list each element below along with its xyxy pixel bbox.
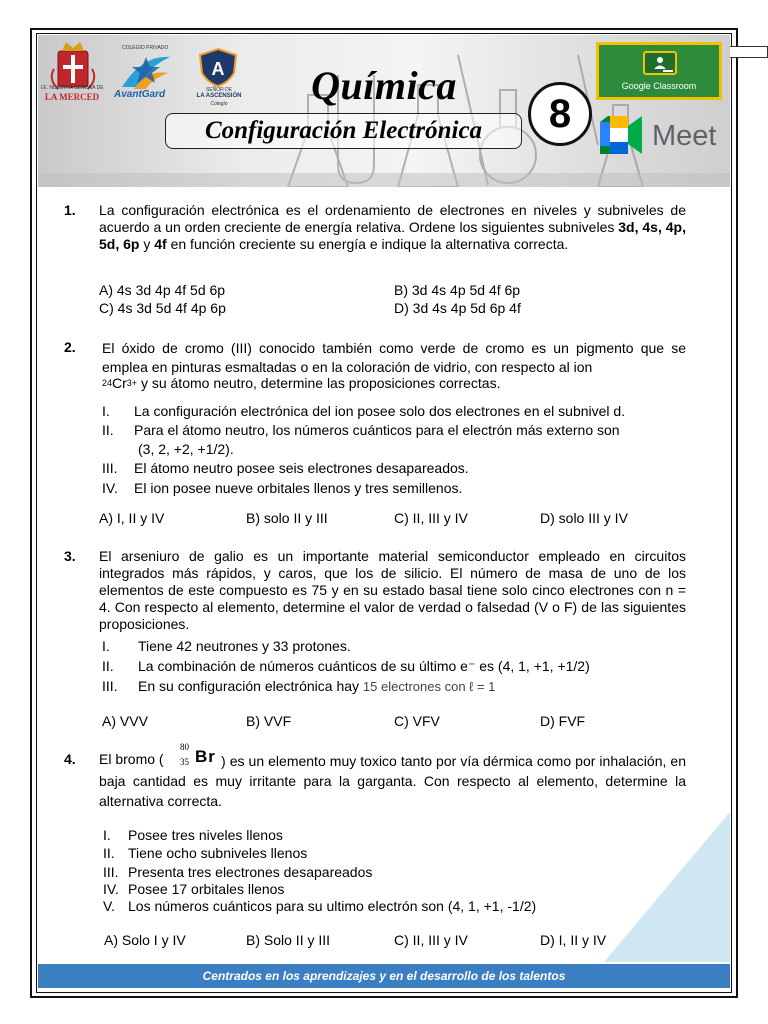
logo1-name: LA MERCED <box>44 92 100 102</box>
google-classroom-badge[interactable] <box>596 42 722 100</box>
q3-prop-2: La combinación de números cuánticos de su último e⁻ es (4, 1, +1, +1/2) <box>138 658 590 674</box>
q4-lead: El bromo ( <box>99 751 164 767</box>
q1-option-b[interactable]: B) 3d 4s 4p 5d 4f 6p <box>394 282 521 298</box>
q3-option-c[interactable]: C) VFV <box>394 713 440 729</box>
q4-prop-3-num: III. <box>103 864 119 880</box>
q2-option-c[interactable]: C) II, III y IV <box>394 510 468 526</box>
q3-option-a[interactable]: A) VVV <box>102 713 148 729</box>
page-subtitle: Configuración Electrónica <box>165 113 522 149</box>
q4-prop-2-num: II. <box>103 845 115 861</box>
footer-banner: Centrados en los aprendizajes y en el desarrollo de los talentos <box>38 964 730 988</box>
logo3-line1: SEÑOR DE <box>205 87 233 93</box>
q4-prop-3: Presenta tres electrones desapareados <box>128 864 373 880</box>
q1-option-c[interactable]: C) 4s 3d 5d 4f 4p 6p <box>99 300 226 316</box>
q4-prop-1-num: I. <box>103 827 111 843</box>
q3-prop-3: En su configuración electrónica hay 15 electrones con ℓ = 1 <box>138 678 496 694</box>
q2-option-b[interactable]: B) solo II y III <box>246 510 328 526</box>
q3-prop-1: Tiene 42 neutrones y 33 protones. <box>138 638 351 654</box>
q4-option-c[interactable]: C) II, III y IV <box>394 932 468 948</box>
q4-prop-4-num: IV. <box>103 881 119 897</box>
q1-option-a[interactable]: A) 4s 3d 4p 4f 5d 6p <box>99 282 226 298</box>
page-title: Química <box>311 63 457 108</box>
q4-prop-2: Tiene ocho subniveles llenos <box>128 845 308 861</box>
q3-statement: El arseniuro de galio es un importante material semiconductor empleado en circuitos integrados más rápidos, y caros, que los de silicio. El número de masa de uno de los elementos de este compuesto es 75 y en su estado basal tiene solo cinco electrones con n = 4. Con respecto al elemento, determine el valor de verdad o falsedad (V o F) de las siguientes proposiciones. <box>99 548 686 632</box>
q2-statement-b: $24Cr^{3+}$ y su átomo neutro, determine las proposiciones correctas. <box>102 375 501 391</box>
corner-decoration <box>604 812 730 962</box>
q1-number: 1. <box>64 202 76 218</box>
q2-prop-3-num: III. <box>102 460 118 476</box>
logo2-name: AvantGard <box>114 89 166 100</box>
q4-mass-number: 80 <box>180 742 189 752</box>
q4-option-a[interactable]: A) Solo I y IV <box>104 932 186 948</box>
q2-option-d[interactable]: D) solo III y IV <box>540 510 628 526</box>
q4-statement: ) es un elemento muy toxico tanto por vía dérmica como por inhalación, en baja cantidad es muy irritante para la garganta. Con respecto al elemento, determine la alternativa correcta. <box>99 753 686 809</box>
q4-option-b[interactable]: B) Solo II y III <box>246 932 331 948</box>
q3-prop-3-num: III. <box>102 678 118 694</box>
logo2-top: COLEGIO PRIVADO <box>122 45 169 51</box>
q4-number: 4. <box>64 751 76 767</box>
q4-option-d[interactable]: D) I, II y IV <box>540 932 607 948</box>
meet-label: Meet <box>652 120 717 152</box>
q3-option-b[interactable]: B) VVF <box>246 713 292 729</box>
q2-prop-3: El átomo neutro posee seis electrones desapareados. <box>134 460 469 476</box>
q4-prop-5: Los números cuánticos para su ultimo electrón son (4, 1, +1, -1/2) <box>128 898 537 914</box>
svg-text:A: A <box>211 59 225 79</box>
q2-statement-a: El óxido de cromo (III) conocido también como verde de cromo es un pigmento que se emplea en pinturas esmaltadas o en la coloración de vidrio, con respecto al ion <box>102 340 686 375</box>
q3-prop-1-num: I. <box>102 638 110 654</box>
q4-prop-4: Posee 17 orbitales llenos <box>128 881 285 897</box>
q4-prop-5-num: V. <box>103 898 115 914</box>
q4-prop-1: Posee tres niveles llenos <box>128 827 283 843</box>
q2-prop-4-num: IV. <box>102 480 118 496</box>
q2-prop-1-num: I. <box>102 403 110 419</box>
q2-prop-2-num: II. <box>102 422 114 438</box>
q2-option-a[interactable]: A) I, II y IV <box>99 510 165 526</box>
classroom-board-icon <box>643 51 677 77</box>
q3-prop-2-num: II. <box>102 658 114 674</box>
unit-number-badge: 8 <box>528 82 592 146</box>
q4-atomic-number: 35 <box>180 757 189 767</box>
q2-prop-2: Para el átomo neutro, los números cuánticos para el electrón más externo son <box>134 422 620 438</box>
q3-number: 3. <box>64 548 76 564</box>
logo1-line1: I.E. NUESTRA SEÑORA DE <box>40 85 104 91</box>
q3-option-d[interactable]: D) FVF <box>540 713 586 729</box>
logo3-line2: LA ASCENSIÓN <box>196 93 242 99</box>
logo3-line3: Colegio <box>210 101 228 107</box>
q2-prop-1: La configuración electrónica del ion posee solo dos electrones en el subnivel d. <box>134 403 626 419</box>
q2-prop-4: El ion posee nueve orbitales llenos y tres semillenos. <box>134 480 463 496</box>
q4-element-symbol: Br <box>195 747 216 766</box>
q1-statement: La configuración electrónica es el ordenamiento de electrones en niveles y subniveles de acuerdo a un orden creciente de energía relativa. Ordene los siguientes subniveles 3d, 4s, 4p, 5d, 6p y 4f en función creciente su energía e indique la alternativa correcta. <box>99 202 686 252</box>
q2-number: 2. <box>64 339 76 355</box>
q2-prop-2-cont: (3, 2, +2, +1/2). <box>138 441 234 457</box>
classroom-label: Google Classroom <box>621 81 697 91</box>
google-meet-icon[interactable] <box>598 114 644 156</box>
q1-option-d[interactable]: D) 3d 4s 4p 5d 6p 4f <box>394 300 521 316</box>
